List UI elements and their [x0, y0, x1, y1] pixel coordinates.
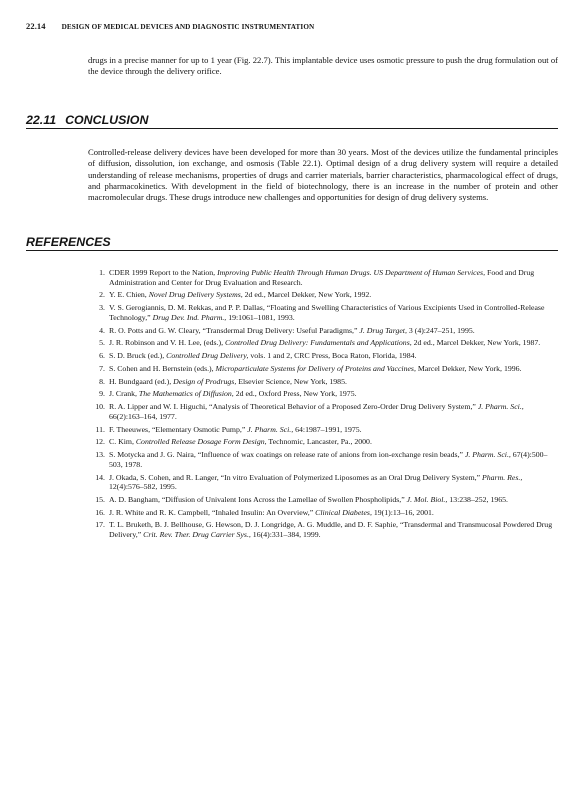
- running-title: DESIGN OF MEDICAL DEVICES AND DIAGNOSTIC INSTRUMENTATION: [61, 23, 315, 31]
- reference-item: [99, 303, 558, 322]
- reference-source-italic: J. Pharm. Sci.,: [477, 402, 524, 412]
- reference-item: [95, 507, 558, 518]
- reference-item: [95, 472, 558, 492]
- reference-source-italic: J. Pharm. Sci.,: [464, 450, 511, 460]
- reference-details-text: 66(2):163–164, 1977.: [109, 411, 177, 421]
- reference-details-text: 2d ed., Oxford Press, New York, 1975.: [233, 389, 357, 399]
- reference-authors-text: F. Theeuwes, “Elementary Osmotic Pump,”: [109, 424, 248, 434]
- reference-details-text: 2d ed., Marcel Dekker, New York, 1992.: [242, 290, 372, 300]
- reference-source-italic: Controlled Release Dosage Form Design,: [135, 437, 267, 447]
- reference-authors-text: S. Cohen and H. Bernstein (eds.),: [109, 363, 216, 373]
- conclusion-heading: [26, 113, 558, 129]
- reference-item: [95, 424, 558, 435]
- reference-details-text: 16(4):331–384, 1999.: [250, 530, 321, 540]
- reference-authors-text: R. A. Lipper and W. I. Higuchi, “Analysis of Theoretical Behavior of a Proposed Zero-Order Drug Delivery System,”: [109, 402, 478, 412]
- reference-item: [99, 377, 558, 387]
- reference-source-italic: J. Mol. Biol.,: [406, 494, 448, 504]
- reference-source-italic: Drug Dev. Ind. Pharm.,: [152, 312, 227, 322]
- reference-number: 9.: [99, 389, 105, 399]
- reference-list: [95, 268, 558, 543]
- reference-item: [95, 450, 558, 469]
- reference-number: 16.: [95, 507, 105, 517]
- reference-authors-text: J. Crank,: [109, 389, 139, 399]
- reference-authors-text: A. D. Bangham, “Diffusion of Univalent Ions Across the Lamellae of Swollen Phospholipids,”: [109, 494, 407, 504]
- reference-item: [99, 351, 558, 361]
- reference-source-italic: Controlled Drug Delivery: Fundamentals and Applications,: [225, 338, 412, 348]
- reference-authors-text: J. R. Robinson and V. H. Lee, (eds.),: [109, 338, 226, 348]
- reference-details-text: 3 (4):247–251, 1995.: [406, 325, 475, 335]
- reference-details-text: 12(4):576–582, 1995.: [109, 482, 177, 492]
- reference-item: [99, 364, 558, 374]
- reference-item: [95, 402, 558, 421]
- reference-details-text: 13:238–252, 1965.: [447, 494, 508, 504]
- reference-number: 5.: [99, 338, 105, 348]
- reference-item: [99, 268, 558, 287]
- references-heading: REFERENCES: [26, 235, 558, 251]
- reference-details-text: 64:1987–1991, 1975.: [293, 424, 362, 434]
- reference-details-text: 19:1061–1081, 1993.: [226, 312, 295, 322]
- reference-authors-text: V. S. Gerogiannis, D. M. Rekkas, and P. P. Dallas, “Floating and Swelling Characteristics of Various Excipients Used in Controlled-Release Technology,”: [109, 303, 545, 322]
- section-title: CONCLUSION: [65, 113, 149, 127]
- reference-item: [95, 520, 558, 540]
- reference-number: 13.: [95, 450, 105, 460]
- reference-number: 15.: [95, 494, 105, 504]
- reference-source-italic: Crit. Rev. Ther. Drug Carrier Sys.,: [143, 530, 251, 540]
- reference-details-text: 2d ed., Marcel Dekker, New York, 1987.: [411, 338, 541, 348]
- reference-source-italic: J. Pharm. Sci.,: [247, 424, 294, 434]
- reference-authors-text: Y. E. Chien,: [109, 290, 149, 300]
- reference-details-text: 67(4):500–503, 1978.: [109, 450, 548, 469]
- section-number: 22.11: [26, 113, 57, 127]
- reference-item: [99, 389, 558, 399]
- reference-source-italic: Controlled Drug Delivery,: [166, 351, 249, 361]
- reference-number: 8.: [99, 376, 105, 386]
- reference-authors-text: J. Okada, S. Cohen, and R. Langer, “In vitro Evaluation of Polymerized Liposomes as an Oral Drug Delivery System,”: [109, 472, 482, 482]
- reference-authors-text: H. Bundgaard (ed.),: [109, 376, 174, 386]
- reference-source-italic: Microparticulate Systems for Delivery of Proteins and Vaccines,: [215, 363, 416, 373]
- reference-authors-text: CDER 1999 Report to the Nation,: [109, 268, 218, 277]
- page-number: 22.14: [26, 21, 46, 31]
- reference-item: [95, 437, 558, 447]
- reference-number: 2.: [99, 290, 105, 300]
- reference-authors-text: C. Kim,: [109, 437, 136, 447]
- running-header: [26, 21, 556, 31]
- reference-number: 1.: [99, 268, 105, 277]
- reference-source-italic: Design of Prodrugs,: [173, 376, 237, 386]
- reference-number: 6.: [99, 351, 105, 361]
- reference-source-italic: J. Drug Target,: [359, 325, 407, 335]
- reference-details-text: Technomic, Lancaster, Pa., 2000.: [266, 437, 372, 447]
- intro-paragraph: drugs in a precise manner for up to 1 year (Fig. 22.7). This implantable device uses osmotic pressure to push the drug formulation out of the device through the delivery orifice.: [88, 55, 558, 77]
- reference-source-italic: Clinical Diabetes,: [315, 507, 372, 517]
- reference-authors-text: S. D. Bruck (ed.),: [109, 351, 167, 361]
- reference-item: [99, 290, 558, 300]
- reference-number: 12.: [95, 437, 105, 447]
- reference-number: 10.: [95, 402, 105, 412]
- reference-number: 3.: [99, 303, 105, 313]
- reference-number: 7.: [99, 363, 105, 373]
- reference-authors-text: T. L. Bruketh, B. J. Bellhouse, G. Hewson, D. J. Longridge, A. G. Muddle, and D. F. Saphie, “Transdermal and Transmucosal Powdered Drug Delivery,”: [109, 520, 553, 540]
- reference-details-text: Food and Drug Administration and Center for Drug Evaluation and Research.: [109, 268, 535, 287]
- reference-authors-text: J. R. White and R. K. Campbell, “Inhaled Insulin: An Overview,”: [109, 507, 316, 517]
- reference-authors-text: R. O. Potts and G. W. Cleary, “Transdermal Drug Delivery: Useful Paradigms,”: [109, 325, 360, 335]
- reference-details-text: Marcel Dekker, New York, 1996.: [415, 363, 522, 373]
- reference-item: [99, 326, 558, 336]
- reference-authors-text: S. Motycka and J. G. Naira, “Influence of wax coatings on release rate of anions from ion-exchange resin beads,”: [109, 450, 465, 460]
- reference-number: 17.: [95, 520, 105, 530]
- reference-source-italic: Novel Drug Delivery Systems,: [148, 290, 243, 300]
- conclusion-paragraph: Controlled-release delivery devices have been developed for more than 30 years. Most of the devices utilize the fundamental principles of diffusion, dissolution, ion exchange, and osmosis (Table 22.1). Optimal design of a drug delivery system will require a detailed understanding of release mechanisms, properties of drugs and carrier materials, barrier characteristics, pharmacological effect of drugs, and pharmacokinetics. With development in the field of biotechnology, there is an increase in the number of protein and other macromolecular drugs. These drugs introduce new challenges and opportunities for design of drug delivery systems.: [88, 147, 558, 203]
- reference-source-italic: Pharm. Res.,: [482, 472, 523, 482]
- reference-details-text: Elsevier Science, New York, 1985.: [236, 376, 347, 386]
- reference-number: 11.: [95, 424, 105, 434]
- reference-number: 14.: [95, 472, 105, 482]
- reference-number: 4.: [99, 325, 105, 335]
- reference-item: [99, 338, 558, 348]
- reference-details-text: 19(1):13–16, 2001.: [371, 507, 434, 517]
- reference-source-italic: The Mathematics of Diffusion,: [138, 389, 234, 399]
- reference-details-text: vols. 1 and 2, CRC Press, Boca Raton, Florida, 1984.: [248, 351, 417, 361]
- reference-source-italic: Improving Public Health Through Human Drugs. US Department of Human Services,: [217, 268, 486, 277]
- reference-item: [95, 494, 558, 505]
